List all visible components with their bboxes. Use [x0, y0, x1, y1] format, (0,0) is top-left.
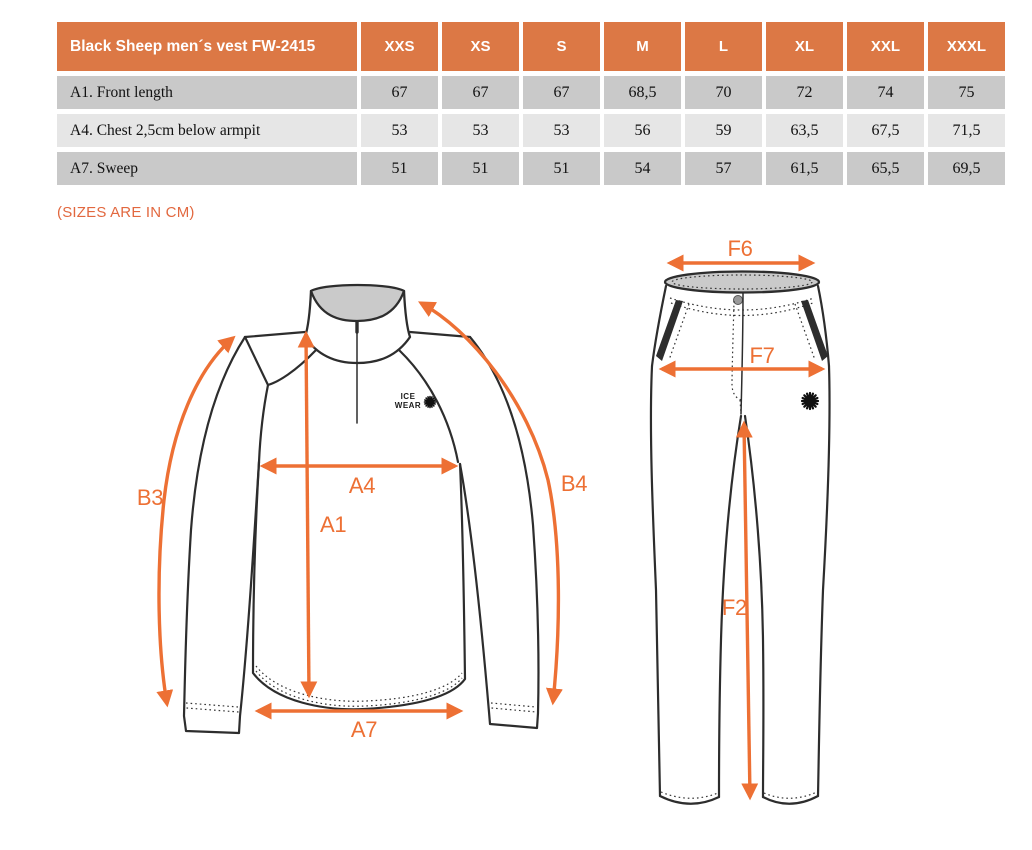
measure-label-f6: F6 [727, 236, 753, 261]
cell-value: 51 [442, 152, 519, 185]
cell-value: 51 [523, 152, 600, 185]
cell-value: 63,5 [766, 114, 843, 147]
measure-label-a1: A1 [320, 512, 347, 537]
shirt-right-sleeve [460, 337, 538, 728]
shirt-measure-arrows [137, 303, 587, 742]
logo-text-wear: WEAR [394, 401, 422, 410]
shirt-diagram [137, 285, 587, 742]
cell-value: 67 [442, 76, 519, 109]
snowflake-icon [425, 397, 436, 408]
pants-center-front [741, 293, 743, 414]
cell-value: 67 [523, 76, 600, 109]
cell-value: 53 [523, 114, 600, 147]
cell-value: 54 [604, 152, 681, 185]
cell-value: 57 [685, 152, 762, 185]
size-column-header-l: L [685, 22, 762, 71]
measure-label-f2: F2 [721, 595, 747, 620]
cell-value: 72 [766, 76, 843, 109]
pants-right-hem [763, 796, 818, 804]
row-label: A1. Front length [57, 76, 357, 109]
shirt-left-panel-seam [245, 337, 268, 385]
cell-value: 56 [604, 114, 681, 147]
size-column-header-xl: XL [766, 22, 843, 71]
arrow-a1 [306, 334, 309, 695]
size-column-header-s: S [523, 22, 600, 71]
cell-value: 75 [928, 76, 1005, 109]
shirt-right-cuff-stitch [491, 703, 537, 712]
pants-left-leg-outer [651, 366, 660, 796]
sizes-note: (SIZES ARE IN CM) [57, 204, 195, 221]
size-column-header-m: M [604, 22, 681, 71]
shirt-body-outline [253, 462, 465, 709]
pants-measure-arrows [662, 236, 822, 797]
logo-text-ice: ICE [400, 392, 416, 401]
cell-value: 65,5 [847, 152, 924, 185]
pants-diagram [651, 236, 830, 804]
cell-value: 74 [847, 76, 924, 109]
cell-value: 68,5 [604, 76, 681, 109]
cell-value: 69,5 [928, 152, 1005, 185]
cell-value: 67 [361, 76, 438, 109]
measure-label-b3: B3 [136, 485, 164, 510]
measure-label-b4: B4 [560, 471, 588, 496]
shirt-brand-logo [395, 392, 436, 410]
cell-value: 53 [442, 114, 519, 147]
cell-value: 53 [361, 114, 438, 147]
measure-label-f7: F7 [749, 343, 775, 368]
shirt-hem-stitch [256, 666, 462, 706]
arrow-b3 [159, 338, 233, 704]
size-column-header-xxs: XXS [361, 22, 438, 71]
measure-label-a7: A7 [350, 717, 378, 742]
shirt-left-sleeve [184, 337, 259, 733]
pants-right-leg-outer [818, 366, 830, 796]
cell-value: 51 [361, 152, 438, 185]
table-title: Black Sheep men´s vest FW-2415 [57, 22, 357, 71]
measure-label-a4: A4 [348, 473, 376, 498]
size-column-header-xs: XS [442, 22, 519, 71]
shirt-left-cuff-stitch [186, 703, 239, 712]
cell-value: 59 [685, 114, 762, 147]
size-column-header-xxxl: XXXL [928, 22, 1005, 71]
size-column-header-xxl: XXL [847, 22, 924, 71]
cell-value: 71,5 [928, 114, 1005, 147]
row-label: A4. Chest 2,5cm below armpit [57, 114, 357, 147]
pants-left-hem-stitch [661, 792, 718, 798]
pants-fly-stitch [732, 301, 741, 413]
shirt-left-shoulder [245, 332, 305, 337]
row-label: A7. Sweep [57, 152, 357, 185]
pants-right-hem-stitch [764, 792, 817, 798]
cell-value: 67,5 [847, 114, 924, 147]
pants-left-hem [660, 796, 719, 804]
pants-snowflake-icon [802, 393, 818, 409]
cell-value: 70 [685, 76, 762, 109]
pants-button [734, 296, 743, 305]
cell-value: 61,5 [766, 152, 843, 185]
